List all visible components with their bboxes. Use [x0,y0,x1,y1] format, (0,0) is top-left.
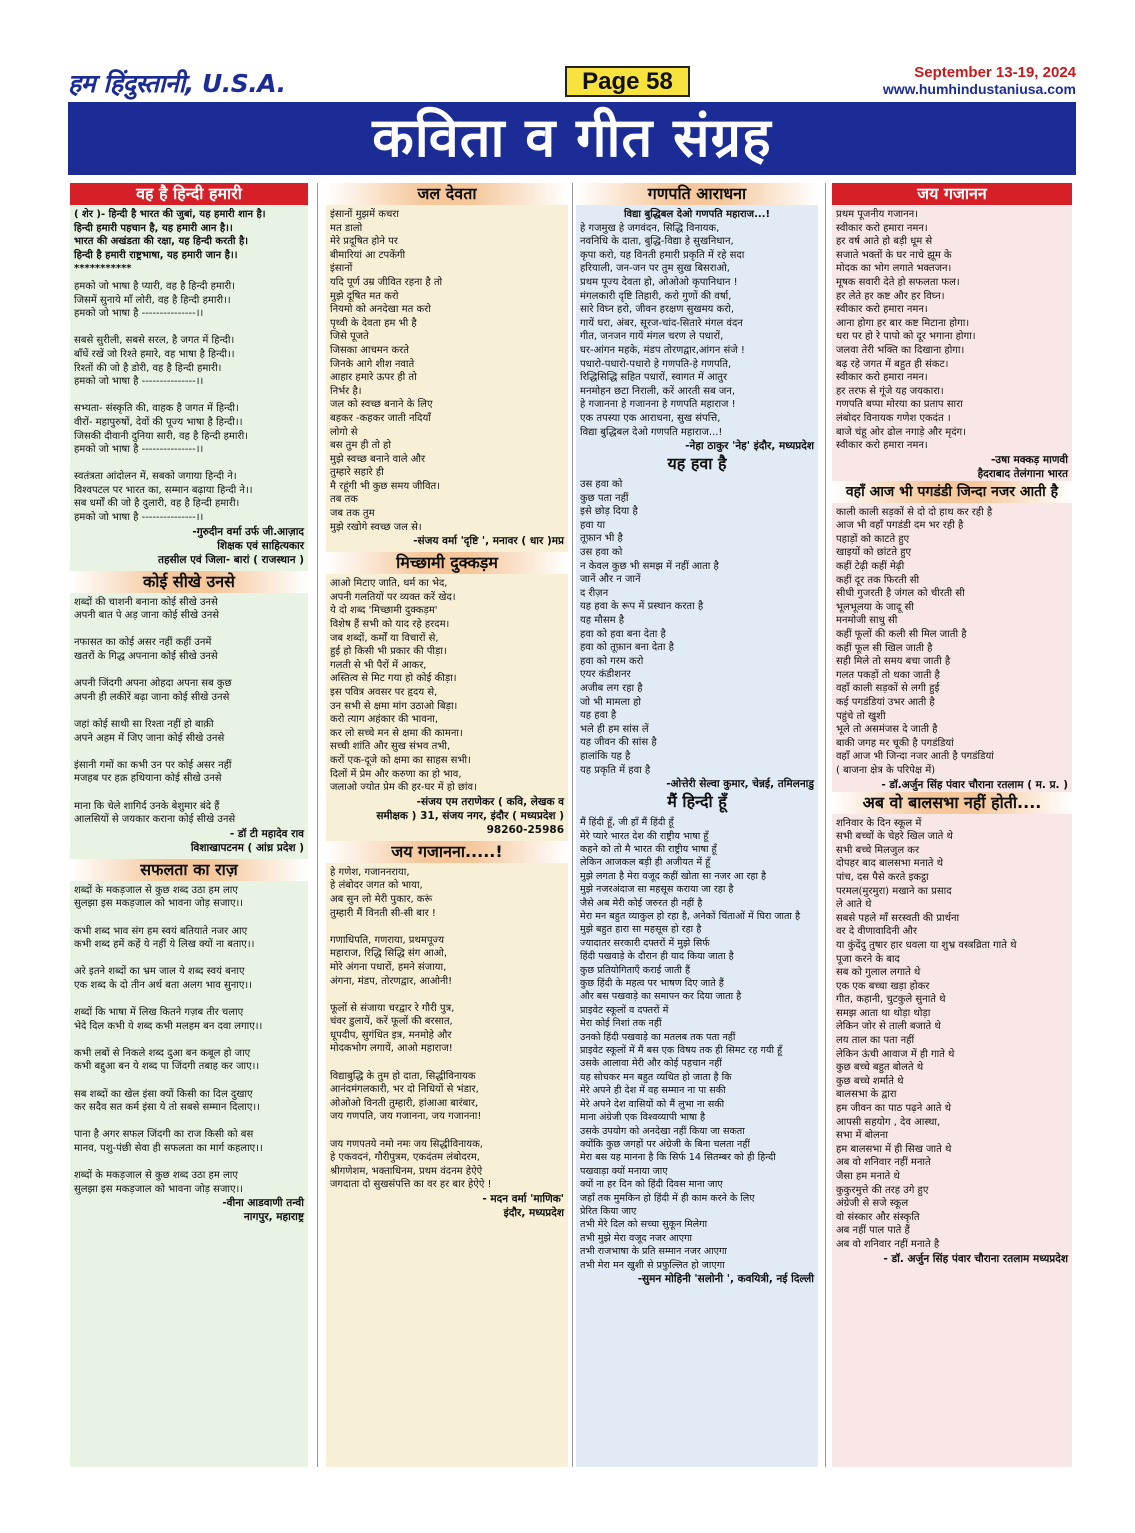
poem-title: मैं हिन्दी हूँ [667,792,727,812]
poem-title: जल देवता [326,183,568,205]
poem-author: -नेहा ठाकुर 'नेह' इंदौर, मध्यप्रदेश [685,440,814,453]
poem-title: गणपति आराधना [576,183,818,205]
poem-body: उस हवा को कुछ पता नहीं इसे छोड़ दिया है हवा या तूफ़ान भी है उस हवा को न केवल कुछ भी समझ में नहीं आता है जानें और न जानें द रीज़न यह हवा के रूप में प्रस्थान करता है यह मौसम है हवा को हवा बना देता है हवा को तूफ़ान बना देता है हवा को गरम करो एयर कंडीशनर अजीब लग रहा है जो भी मामला हो यह हवा है भले ही हम सांस लें यह जीवन की सांस है हालांकि यह है यह प्रकृति में हवा है [580,479,719,776]
poem-body: काली काली सड़कों से दो दो हाथ कर रही है आज भी वहाँ पगडंडी दम भर रही है पहाड़ों को काटते हुए खाइयों को छांटते हुए कहीं टेढ़ी कहीं मेढ़ी कहीं दूर तक फिरती सी सीधी गुजरती है जंगल को चीरती सी भूलभूलया के जादू सी मनमोजी साधु सी कहीं फूलों की कली सी मिल जाती है कहीं फूल सी खिल जाती है सही मिले तो समय बचा जाती है गलत पकड़ों तो थका जाती है वहाँ काली सड़कों से लगी हुई कई पगडंडियां उभर आती है पहुंचे तो खुशी भूले तो असमंजस दे जाती है बाकी जगह मर चूकी है पगडंडियां वहाँ आज भी जिन्दा नजर आती है पगडंडियां ( बाजना क्षेत्र के परिपेक्ष में) [836,506,994,776]
poem-body: प्रथम पूजनीय गजानन। स्वीकार करो हमारा नमन। हर वर्ष आते हो बड़ी धूम से सजाते भक्तों के घर नाचे झूम के मोदक का भोग लगाते भक्तजन। मूषक सवारी देते हो सफलता फल। हर लेते हर कष्ट और हर विघ्न। स्वीकार करो हमारा नमन। आना होगा हर बार कष्ट मिटाना होगा। धरा पर हो रे पापो को दूर भगाना होगा। जलवा तेरी भक्ति का दिखाना होगा। बढ़ रहे जगत में बहुत ही संकट। स्वीकार करो हमारा नमन। हर तरफ से गूंजे यह जयकारा। गणपति बप्पा मोरया का प्रताप सारा लंबोदर विनायक गणेश एकदंत । बाजे चंहू ओर ढोल नगाड़े और मृदंग। स्वीकार करो हमारा नमन। [836,209,976,452]
poem-title: मिच्छामी दुक्कड़म [326,552,568,574]
poem-author: -सुमन मोहिनी 'सलोनी ', कवयित्री, नई दिल्ली [637,1272,814,1285]
poem-author: - डॉ.अर्जुन सिंह पंवार चौराना रतलाम ( म. प्र. ) [881,778,1068,791]
poem-body: शब्दों की चाशनी बनाना कोई सीखे उनसे अपनी बात पे अड़ जाना कोई सीखे उनसे नफासत का कोई असर नहीं कहीं उनमें खतरों के गिद्ध अपनाना कोई सीखे उनसे अपनी जिंदगी अपना ओहदा अपना सब कुछ अपनी ही लकीरें बढ़ा जाना कोई सीखे उनसे जहां कोई साथी सा रिश्ता नहीं हो बाक़ी अपने अहम में जिए जाना कोई सीखे उनसे इंसानी गमों का कभी उन पर कोई असर नहीं मजहब पर हक़ हथियाना कोई सीखे उनसे माना कि चेले शागिर्द उनके बेशुमार बंदे हैं आलसियों से जयकार कराना कोई सीखे उनसे [74,596,236,826]
poem-refrain: विद्या बुद्धिबल देओ गणपति महाराज...! [623,209,771,220]
poem-author: -उषा मक्कड़ माणवी हैदराबाद तेलंगाना भारत [977,453,1068,480]
poem-body: शनिवार के दिन स्कूल में सभी बच्चों के चेहरे खिल जाते थे सभी बच्चे मिलजुल कर दोपहर बाद बालसभा मनाते थे पांच, दस पैसे करते इकट्ठा परमल(मुरमुरा) मखाने का प्रसाद ले आते थे सबसे पहले माँ सरस्वती की प्रार्थना वर दे वीणावादिनी और या कुंदेंदु तुषार हार धवला या शुभ्र वस्त्रव्रिता गाते थे पूजा करने के बाद सब को गुलाल लगाते थे एक एक बच्चा खड़ा होकर गीत, कहानी, चुटकुले सुनाते थे समझ आता था थोड़ा थोड़ा लेकिन जोर से ताली बजाते थे लय ताल का पता नहीं लेकिन ऊंची आवाज में ही गाते थे कुछ बच्चे बहुत बोलते थे कुछ बच्चे शर्माते थे बालसभा के द्वारा हम जीवन का पाठ पढ़ने आते थे आपसी सहयोग , देव आस्था, सभा में बोलना हम बालसभा में ही सिख जाते थे अब वो शनिवार नहीं मनाते जैसा हम मनाते थे कुकुरमुत्ते की तरह उगे हुए अंग्रेजी से सजे स्कूल वो संस्कार और संस्कृति अब नहीं पाल पाते हैं अब वो शनिवार नहीं मनाते है [836,817,1017,1250]
poem-title: अब वो बालसभा नहीं होती.... [832,792,1072,814]
masthead [68,64,1076,102]
poem-title: वहाँ आज भी पगडंडी जिन्दा नजर आती है [832,481,1072,503]
poem-title: जय गजानना.....! [326,841,568,863]
issue-date: September 13-19, 2024 [914,64,1076,81]
poem-body: हे गजमुख हे जगवंदन, सिद्धि विनायक, नवनिधि के दाता, बुद्धि-विद्या हे सुखनिधान, कृपा करो, यह विनती हमारी प्रकृति में रहे सदा हरियाली, जन-जन पर तुम सुख बिसराओ, प्रथम पूज्य देवता हो, ओओओ कृपानिधान ! मंगलकारी दृष्टि तिहारी, करो गुणों की वर्षा, सारे विघ्न हरो, जीवन हरक्षण सुखमय करो, गायें धरा, अंबर, सूरज-चांद-सितारे मंगल वंदन गीत, जनजन गायें मंगल चरण ले पधारों, घर-आंगन महके, मंडप तोरणद्वार,आंगन संजे ! पधारो-पधारो-पधारो हे गणपति-हे गणपति, रिद्धिसिद्धि सहित पधारों, स्वागत में आतुर मनमोहन छटा निराली, करें आरती सब जन, हे गजानना हे गजानना हे गणपति महाराज ! एक तपस्या एक आराधना, सुख संपत्ति, विद्या बुद्धिबल देओ गणपति महाराज...! [580,222,745,438]
poem-author: -ओत्तेरी सेल्वा कुमार, चेन्नई, तमिलनाडु [666,778,814,791]
poem-author: -वीना आडवाणी तन्वी नागपुर, महाराष्ट्र [222,1197,304,1224]
brand-logo: हम हिंदुस्तानी, U.S.A. [68,69,286,98]
poem-body: शब्दों के मकड़जाल से कुछ शब्द उठा हम लाए सुलझा इस मकड़जाल को भावना जोड़ सजाए।। कभी शब्द भाव संग हम स्वयं बतियाते नजर आए कभी शब्द हमें कहें ये नहीं ये लिख क्यों ना बताए।। अरे इतने शब्दों का भ्रम जाल ये शब्द स्वयं बनाए एक शब्द के दो तीन अर्थ बता अलग भाव सुनाए।। शब्दों कि भाषा में लिख कितने गज़ब तीर चलाए भेदे दिल कभी ये शब्द कभी मलहम बन दवा लगाए।। कभी लबों से निकले शब्द दुआ बन कबूल हो जाए कभी बद्दुआ बन ये शब्द पा जिंदगी तबाह कर जाए।। सब शब्दों का खेल इंसा क्यों किसी का दिल दुखाए कर सदैव सत कर्म इंसा ये तो सबसे सम्मान दिलाए।। पाना है अगर सफल जिंदगी का राज किसी को बस मानव, पशु-पंछी सेवा ही सफलता का मार्ग कहलाए।। शब्दों के मकड़जाल से कुछ शब्द उठा हम लाए सुलझा इस मकड़जाल को भावना जोड़ सजाए।। [74,884,263,1195]
poem-title: यह हवा है [667,454,727,474]
poem-author: - डॉ. अर्जुन सिंह पंवार चौराना रतलाम मध्यप्रदेश [883,1252,1068,1265]
poem-body: इंसानों मुझमें कचरा मत डालो मेरे प्रदूषित होने पर बीमारियां आ टपकेंगी इंसानों यदि पूर्ण उम्र जीवित रहना है तो मुझे दूषित मत करो नियमो को अनदेखा मत करो पृथ्वी के देवता हम भी है जिसे पूजते जिसका आचमन करते जिनके आगे शीश नवाते आहार हमारे ऊपर ही तो निर्भर है। जल को स्वच्छ बनाने के लिए बहकर -कहकर जाती नदियाँ लोगो से बस तुम ही तो हो मुझे स्वच्छ बनाने वाले और तुम्हारे सहारे ही मै रहूंगी भी कुछ समय जीवित। तब तक जब तक तुम मुझे रखोगे स्वच्छ जल से। [330,209,443,533]
column-2 [326,183,568,1467]
column-divider [572,183,573,1467]
column-3 [576,183,818,1467]
poem-body: आओ मिटाए जाति, धर्म का भेद, अपनी गलतियों पर व्यक्त करें खेद। ये दो शब्द 'मिच्छामी दुक्कड़म' विशेष हैं सभी को याद रहे हरदम। जब शब्दों, कर्मों या विचारों से, हुई हो किसी भी प्रकार की पीड़ा। गलती से भी पैरों में आकर, अस्तित्व से मिट गया हो कोई कीड़ा। इस पवित्र अवसर पर हृदय से, उन सभी से क्षमा मांग उठाओ बिड़ा। करो त्याग अहंकार की भावना, कर लो सच्चे मन से क्षमा की कामना। सच्ची शांति और सुख संभव तभी, करों एक-दूजे को क्षमा का साहस सभी। दिलों में प्रेम और करुणा का हो भाव, जलाओ ज्योत प्रेम की हर-घर में हो छांव। [330,578,477,794]
column-1 [70,183,308,1467]
poem-author: -गुरुदीन वर्मा उर्फ जी.आज़ाद शिक्षक एवं साहित्यकार तहसील एवं जिला- बारां ( राजस्थान ) [157,525,304,566]
poem-body: हमको जो भाषा है प्यारी, वह है हिन्दी हमारी। जिसमें सुनाये माँ लोरी, वह है हिन्दी हमारी।। हमको जो भाषा है ---------------।। सबसे सुरीली, सबसे सरल, है जगत में हिन्दी। बाँधें रखें जो रिश्ते हमारे, वह भाषा है हिन्दी।। रिश्तों की जो है डोरी, वह है हिन्दी हमारी। हमको जो भाषा है ---------------।। सभ्यता- संस्कृति की, वाहक है जगत में हिन्दी। वीरों- महापुरुषों, देवों की पूज्य भाषा है हिन्दी।। जिसकी दीवानी दुनिया सारी, वह है हिन्दी हमारी। हमको जो भाषा है ---------------।। स्वतंत्रता आंदोलन में, सबको जगाया हिन्दी ने। विश्वपटल पर भारत का, सम्मान बढ़ाया हिन्दी ने।। सब धर्मों की जो है दुलारी, वह है हिन्दी हमारी। हमको जो भाषा है ---------------।। [74,280,253,524]
page-banner: कविता व गीत संग्रह [68,102,1076,175]
poem-author: - मदन वर्मा 'माणिक' इंदौर, मध्यप्रदेश [482,1193,564,1219]
website-link[interactable]: www.humhindustaniusa.com [882,81,1076,97]
poem-title: सफलता का राज़ [70,859,308,881]
column-divider [825,183,826,1467]
column-divider [317,183,318,1467]
poem-body: हे गणेश, गजाननराया, हे लंबोदर जगत को भाया, अब सुन लो मेरी पुकार, करूं तुम्हारी मैं विनती सी-सी बार ! गणाधिपति, गणराया, प्रथमपूज्य महाराज, रिद्धि सिद्धि संग आओ, मोरे अंगना पधारों, हमने संजाया, अंगना, मंडप, तोरणद्वार, आओनी! फूलों से संजाया चरद्वार रे गौरी पुत्र, चंवर डुलायें, करें फूलों की बरसात, धूपदीप, सुगंधित इत्र, मनमोहे और मोदकभोग लगायें, आओ महाराज! विद्याबुद्धि के तुम हो दाता, सिद्धीविनायक आनंदमंगलकारी, भर दो निधियों से भंडार, ओओओ विनती तुम्हारी, हांआआ बारंबार, जय गणपति, जय गजानना, जय गजानना! जय गणपतये नमो नमः जय सिद्धीविनायक, हे एकवदनं, गौरीपुत्रम, एकदंतम लंबोदरम, श्रीगणेशम, भक्ताधिनम, प्रथम वंदनम हेऐऐ जगदाता दो सुखसंपत्ति का वर हर बार हेऐऐ ! [330,866,492,1191]
page-number: Page 58 [565,66,690,97]
poem-author: -संजय एम तराणेकर ( कवि, लेखक व समीक्षक ) 31, संजय नगर, इंदौर ( मध्यप्रदेश ) 98260-25986 [376,795,564,836]
column-4 [832,183,1072,1467]
poem-author: - डॉ टी महादेव राव विशाखापटनम ( आंध्र प्रदेश ) [190,827,304,854]
poem-author: -संजय वर्मा 'दृष्टि ', मनावर ( धार )मप्र [413,535,564,548]
poem-title: कोई सीखे उनसे [70,571,308,593]
poem-title: जय गजानन [832,183,1072,205]
poem-body: मैं हिंदी हूँ, जी हाँ मैं हिंदी हूँ मेरे प्यारे भारत देश की राष्ट्रीय भाषा हूँ कहने को तो मै भारत की राष्ट्रीय भाषा हूँ लेकिन आजकल बड़ी ही अजीयत में हूँ मुझे लगता है मेरा वजूद कहीं खोता सा नजर आ रहा है मुझे नजरअंदाज सा महसूस कराया जा रहा है जैसे अब मेरी कोई जरुरत ही नहीं है मेरा मन बहुत व्याकुल हो रहा है, अनेकों चिंताओं में घिरा जाता है मुझे बहुत हारा सा महसूस हो रहा है ज्यादातर सरकारी दफ्तरों में मुझे सिर्फ हिंदी पखवाड़े के दौरान ही याद किया जाता है कुछ प्रतियोगिताएँ कराई जाती हैं कुछ हिंदी के महत्व पर भाषण दिए जाते हैं और बस पखवाड़े का समापन कर दिया जाता है प्राइवेट स्कूलों व दफ्तरों में मेरा कोई निशां तक नहीं उनको हिंदी पखवाड़े का मतलब तक पता नहीं प्राइवेट स्कूलों में मैं बस एक विषय तक ही सिमट रह गयी हूँ उसके आलावा मेरी और कोई पहचान नहीं यह सोचकर मन बहुत व्यथित हो जाता है कि मेरे अपने ही देश में वह सम्मान ना पा सकी मेरे अपने देश वासियों को मैं लुभा ना सकी माना अंग्रेजी एक विश्वव्यापी भाषा है उसके उपयोग को अनदेखा नहीं किया जा सकता क्योंकि कुछ जगहों पर अंग्रेजी के बिना चलता नहीं मेरा बस यह मानना है कि सिर्फ 14 सितम्बर को ही हिन्दी पखवाड़ा क्यों मनाया जाए क्यों ना हर दिन को हिंदी दिवस माना जाए जहाँ तक मुमकिन हो हिंदी में ही काम करने के लिए प्रेरित किया जाए तभी मेरे दिल को सच्चा सुकून मिलेगा तभी मुझे मेरा वजूद नजर आएगा तभी राजभाषा के प्रति सम्मान नजर आएगा तभी मेरा मन खुशी से प्रफुल्लित हो जाएगा [580,817,801,1271]
poem-title: वह है हिन्दी हमारी [70,183,308,205]
poem-intro: ( शेर )- हिन्दी है भारत की जुबां, यह हमारी शान है। हिन्दी हमारी पहचान है, यह हमारी आन है।। भारत की अखंडता की रक्षा, यह हिन्दी करती है। हिन्दी है हमारी राष्ट्रभाषा, यह हमारी जान है।। *********** [74,209,266,275]
